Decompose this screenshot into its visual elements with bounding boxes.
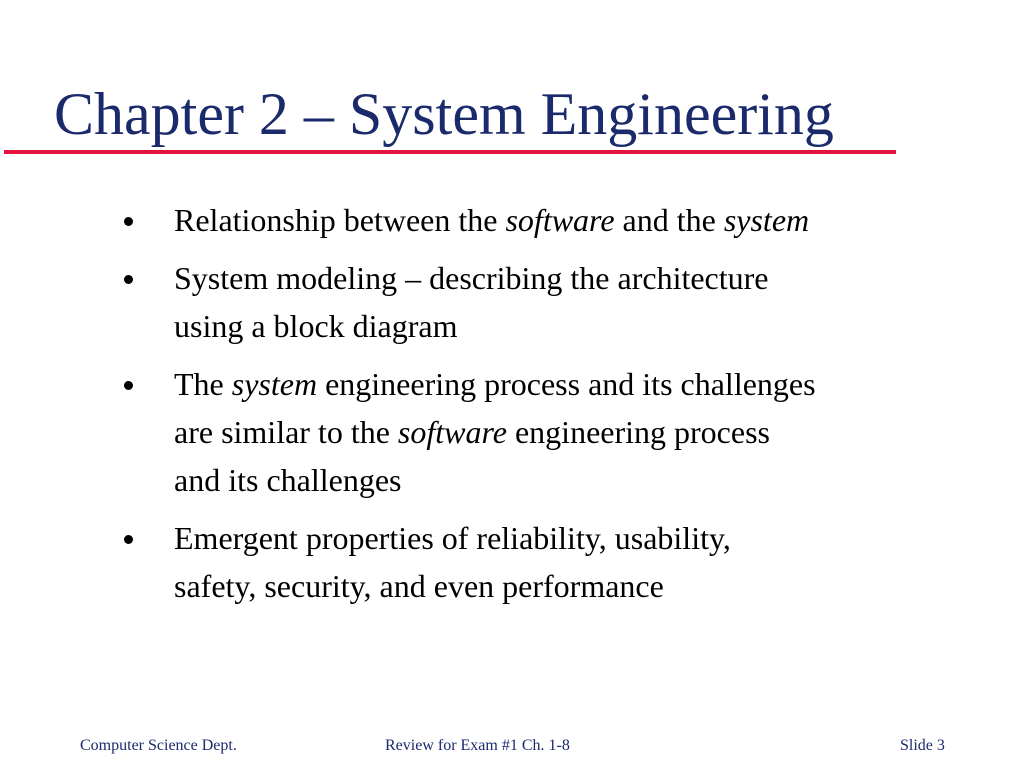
bullet-line — [174, 408, 992, 456]
bullet-line — [174, 562, 992, 610]
emphasized-text: software — [397, 414, 507, 450]
bullet-dot-icon — [124, 217, 133, 226]
bullet-item — [112, 514, 992, 610]
bullet-text: and the — [614, 202, 724, 238]
bullet-text: Emergent properties of reliability, usability, — [174, 520, 731, 556]
bullet-line — [174, 254, 992, 302]
bullet-text: engineering process — [506, 414, 770, 450]
slide-title: Chapter 2 – System Engineering — [54, 81, 834, 147]
emphasized-text: system — [231, 366, 318, 402]
bullet-list — [112, 196, 992, 620]
emphasized-text: software — [505, 202, 615, 238]
bullet-item — [112, 254, 992, 350]
bullet-text: The — [174, 366, 232, 402]
bullet-text: engineering process and its challenges — [317, 366, 816, 402]
bullet-item — [112, 196, 992, 244]
bullet-line — [174, 514, 992, 562]
footer-slide-number: Slide 3 — [900, 737, 945, 754]
title-underline-rule — [4, 150, 896, 154]
footer-department: Computer Science Dept. — [80, 737, 237, 754]
bullet-text: using a block diagram — [174, 308, 458, 344]
bullet-dot-icon — [124, 381, 133, 390]
bullet-dot-icon — [124, 275, 133, 284]
emphasized-text: system — [723, 202, 810, 238]
bullet-text: and its challenges — [174, 462, 402, 498]
bullet-text: are similar to the — [174, 414, 398, 450]
bullet-dot-icon — [124, 535, 133, 544]
bullet-text: safety, security, and even performance — [174, 568, 664, 604]
bullet-text: System modeling – describing the architecture — [174, 260, 769, 296]
bullet-line — [174, 456, 992, 504]
bullet-line — [174, 196, 992, 244]
bullet-line — [174, 360, 992, 408]
bullet-text: Relationship between the — [174, 202, 506, 238]
bullet-line — [174, 302, 992, 350]
bullet-item — [112, 360, 992, 504]
footer-course-title: Review for Exam #1 Ch. 1-8 — [385, 737, 570, 754]
